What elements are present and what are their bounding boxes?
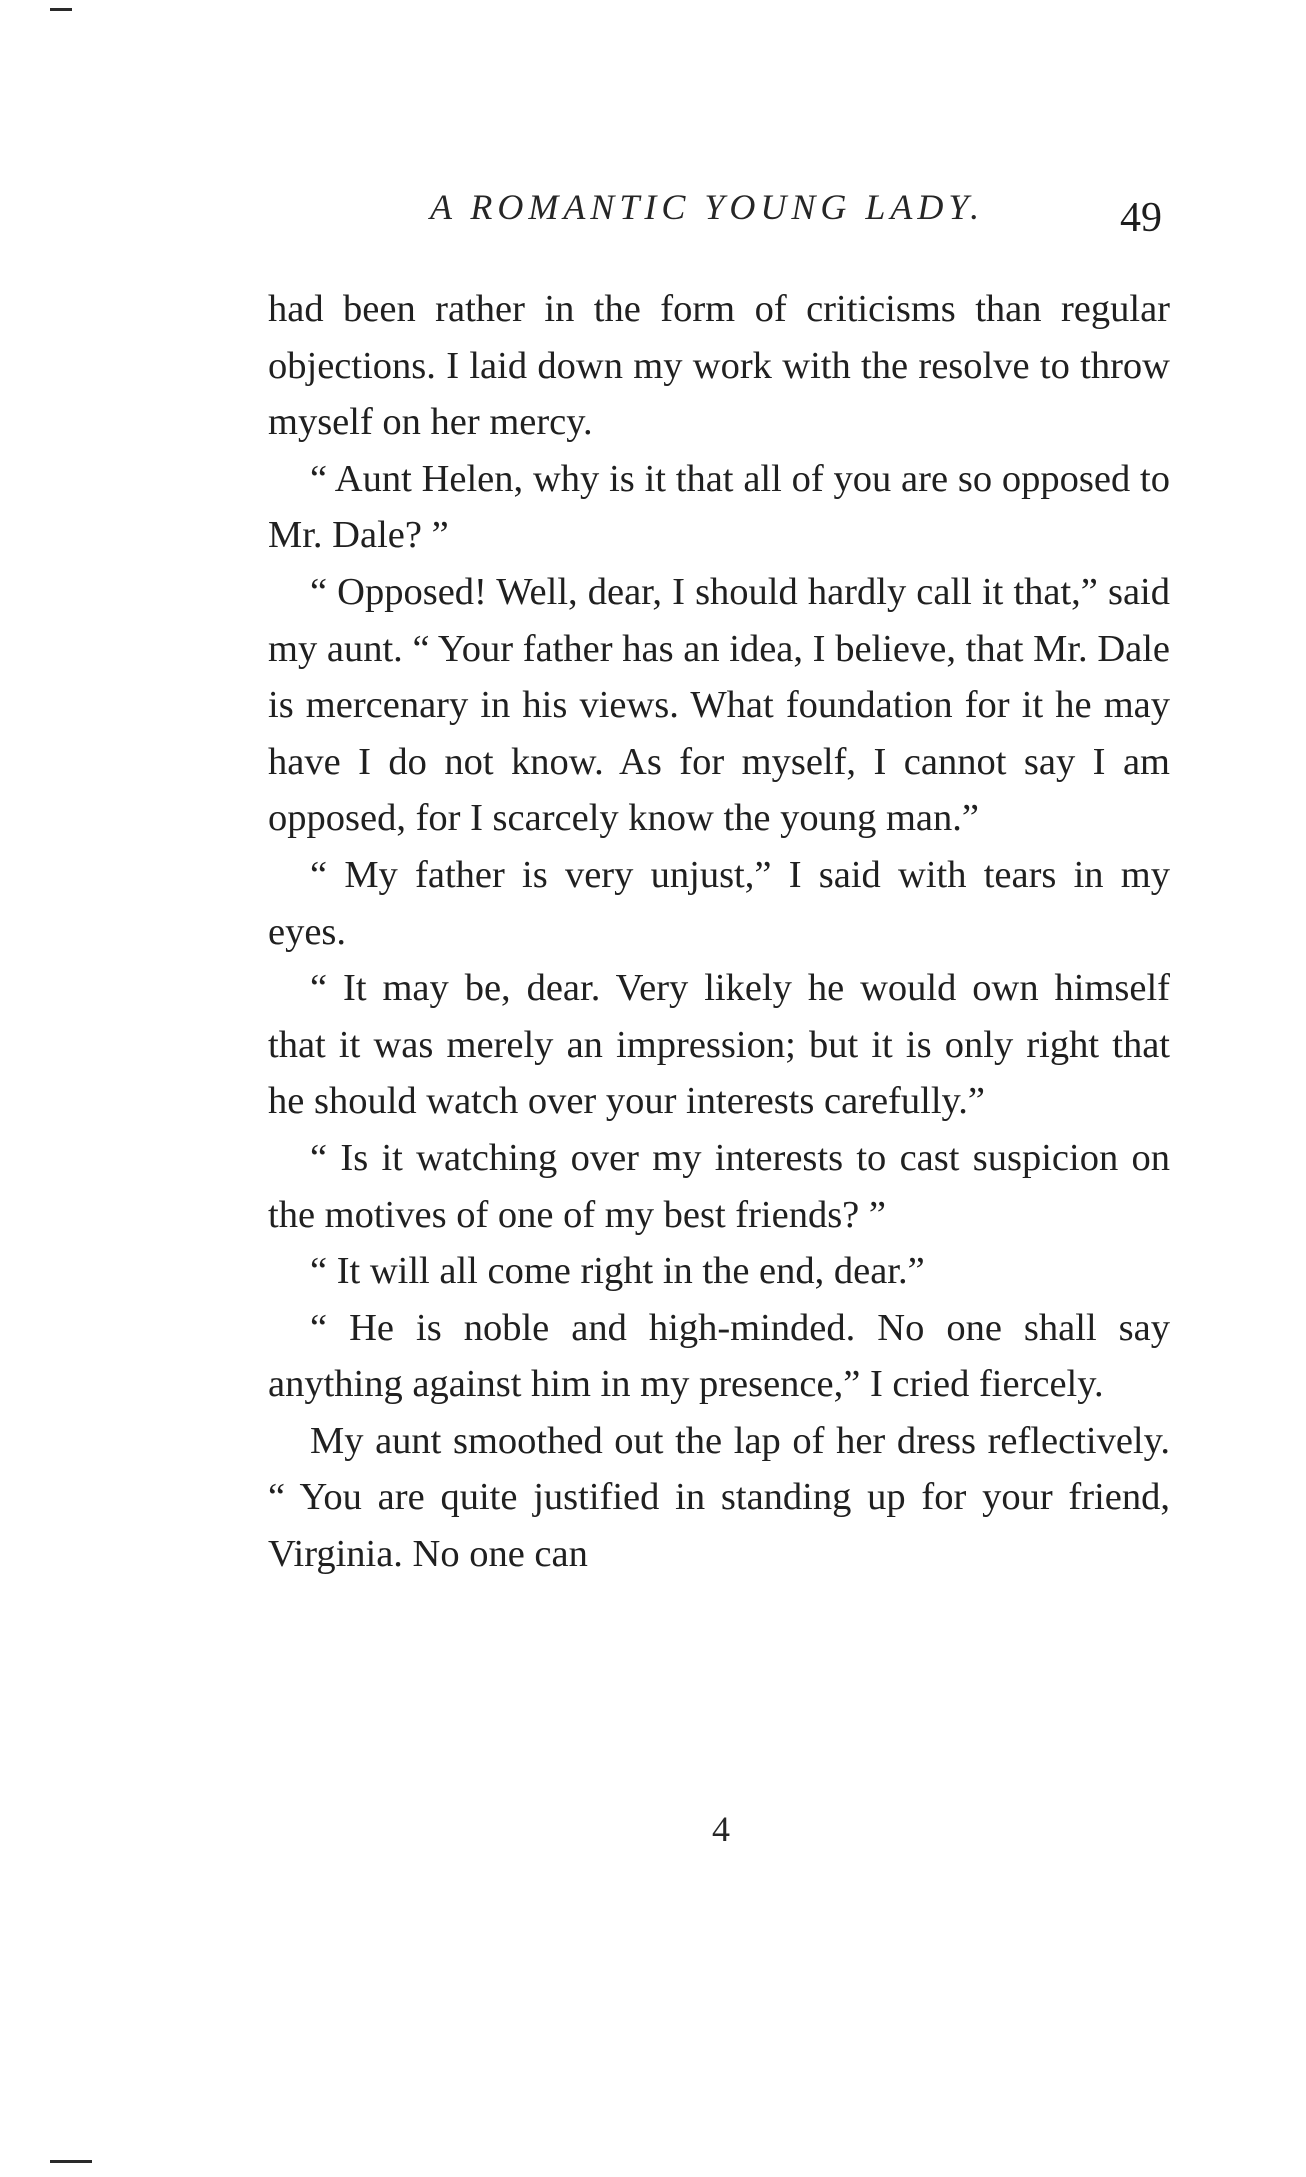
paragraph: “ Aunt Helen, why is it that all of you are so opposed to Mr. Dale? ”	[268, 457, 1170, 557]
paragraph: “ Opposed! Well, dear, I should hardly call it that,” said my aunt. “ Your father has an idea, I believe, that Mr. Dale is mercenary in his views. What foundation for it he may have I do not know. As for myself, I cannot say I am opposed, for I scarcely know the young man.”	[268, 570, 1170, 840]
scan-edge-mark-bottom	[50, 2160, 92, 2163]
paragraph: “ My father is very unjust,” I said with tears in my eyes.	[268, 853, 1170, 953]
paragraph: “ It may be, dear. Very likely he would own himself that it was merely an impression; but it is only right that he should watch over your interests carefully.”	[268, 967, 1170, 1123]
paragraph: “ Is it watching over my interests to cast suspicion on the motives of one of my best friends? ”	[268, 1136, 1170, 1236]
paragraph: My aunt smoothed out the lap of her dress reflectively. “ You are quite justified in standing up for your friend, Virginia. No one can	[268, 1419, 1170, 1576]
body-text	[268, 281, 1170, 1583]
paragraph: “ He is noble and high-minded. No one shall say anything against him in my presence,” I cried fiercely.	[268, 1306, 1170, 1406]
paragraph-continued: had been rather in the form of criticisms than regular objections. I laid down my work with the resolve to throw myself on her mercy.	[268, 288, 1170, 444]
paragraph: “ It will all come right in the end, dear.”	[310, 1250, 925, 1293]
signature-mark: 4	[712, 1809, 730, 1849]
page-number: 49	[1120, 195, 1162, 241]
running-title: A ROMANTIC YOUNG LADY.	[430, 187, 985, 227]
scan-edge-mark-top	[50, 8, 72, 11]
